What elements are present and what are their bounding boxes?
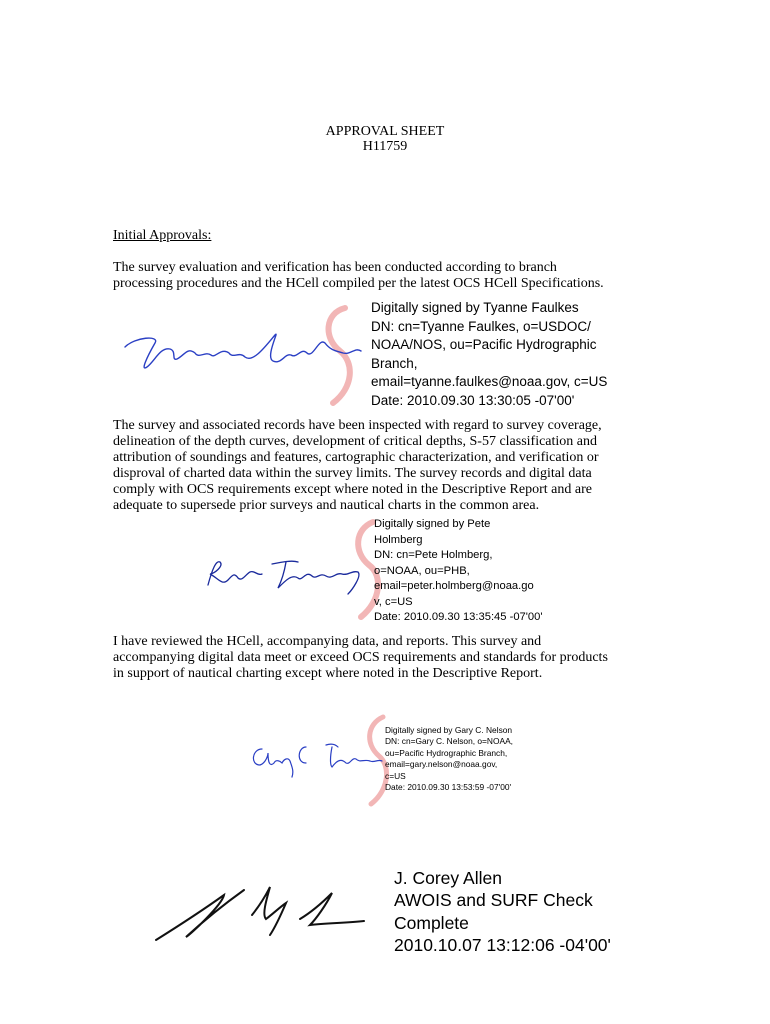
digital-signature-details: Digitally signed by Tyanne Faulkes DN: cn=Tyanne Faulkes, o=USDOC/ NOAA/NOS, ou=Pacific Hydrographic Branch, email=tyanne.faulkes@noaa.gov, c=US Date: 2010.09.30 13:30:05 -07'00' — [371, 300, 608, 408]
handwritten-signature-allen — [150, 875, 370, 950]
signature-ink — [156, 887, 364, 940]
digital-signature-details: Digitally signed by Gary C. Nelson DN: cn=Gary C. Nelson, o=NOAA, ou=Pacific Hydrographic Branch, email=gary.nelson@noaa.gov, c=US Date: 2010.09.30 13:53:59 -07'00' — [385, 725, 513, 793]
digital-signature-faulkes[interactable] — [110, 295, 640, 415]
signature-ink — [208, 561, 359, 594]
handwritten-signature-nelson — [246, 737, 386, 782]
digital-signature-details: Digitally signed by Pete Holmberg DN: cn=Pete Holmberg, o=NOAA, ou=PHB, email=peter.holmberg@noaa.go v, c=US Date: 2010.09.30 13:35:45 -07'00' — [374, 518, 543, 623]
handwritten-signature-holmberg — [202, 550, 372, 600]
digital-signature-nelson[interactable] — [240, 712, 560, 812]
paragraph-review: I have reviewed the HCell, accompanying data, and reports. This survey and accompanying digital data meet or exceed OCS requirements and standards for products in support of nautical charting except where noted in the Descriptive Report. — [113, 634, 608, 681]
digital-signature-holmberg[interactable] — [200, 515, 580, 630]
paragraph-inspection: The survey and associated records have been inspected with regard to survey coverage, delineation of the depth curves, development of critical depths, S-57 classification and attribution of soundings and features, cartographic characterization, and verification or disproval of charted data within the survey limits. The survey records and digital data comply with OCS requirements except where noted in the Descriptive Report and are adequate to supersede prior surveys and nautical charts in the common area. — [113, 418, 602, 513]
survey-id: H11759 — [362, 139, 408, 154]
digital-signature-details: J. Corey Allen AWOIS and SURF Check Complete 2010.10.07 13:12:06 -04'00' — [394, 868, 611, 955]
digital-signature-allen[interactable] — [150, 860, 620, 960]
handwritten-signature-faulkes — [115, 317, 365, 377]
signature-ink — [125, 334, 361, 368]
paragraph-evaluation: The survey evaluation and verification has been conducted according to branch processing procedures and the HCell compiled per the latest OCS HCell Specifications. — [113, 260, 604, 291]
signature-ink — [253, 744, 382, 777]
section-heading-initial-approvals: Initial Approvals: — [113, 228, 212, 243]
page-title: APPROVAL SHEET — [325, 124, 445, 139]
